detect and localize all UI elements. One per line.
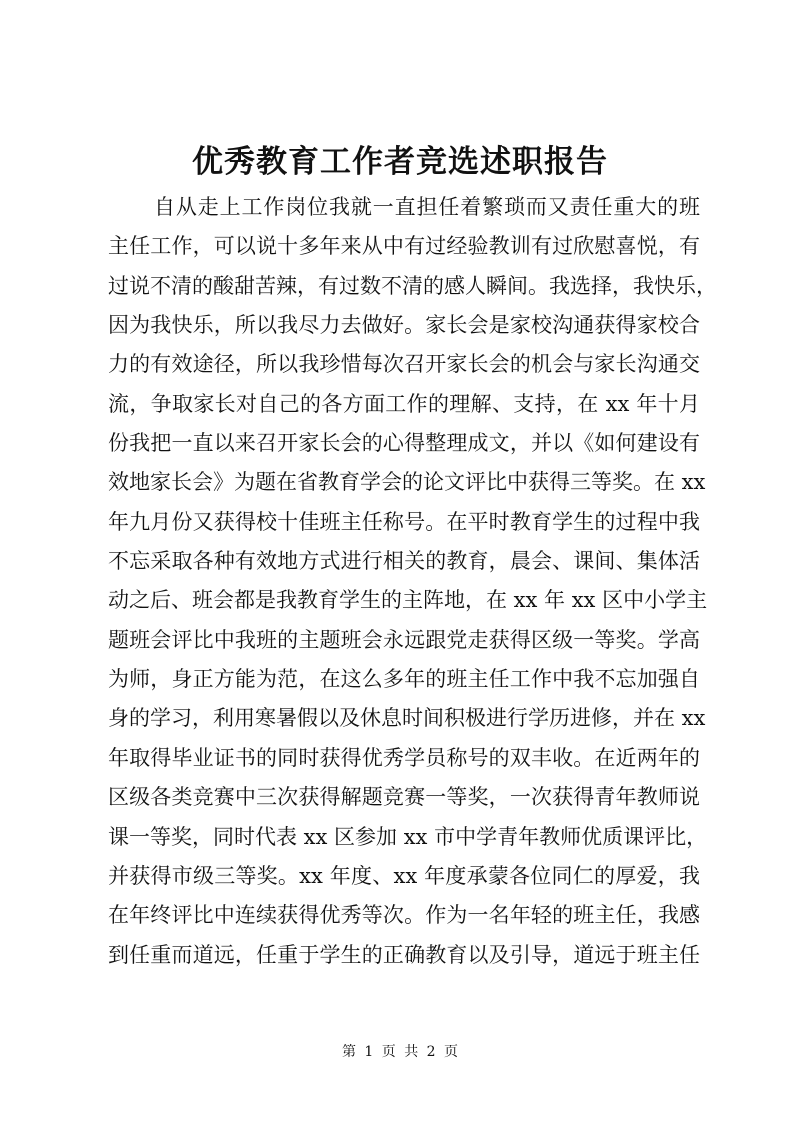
body-line: 不忘采取各种有效地方式进行相关的教育，晨会、课间、集体活 — [108, 549, 700, 574]
body-line: 因为我快乐，所以我尽力去做好。家长会是家校沟通获得家校合 — [108, 313, 700, 338]
body-line: 力的有效途径，所以我珍惜每次召开家长会的机会与家长沟通交 — [108, 352, 700, 377]
body-line: 为师，身正方能为范，在这么多年的班主任工作中我不忘加强自 — [108, 667, 700, 692]
document-title: 优秀教育工作者竞选述职报告 — [192, 144, 608, 180]
body-line: 动之后、班会都是我教育学生的主阵地，在 xx 年 xx 区中小学主 — [108, 588, 708, 613]
page-number-footer: 第 1 页 共 2 页 — [341, 1044, 459, 1060]
body-line: 年取得毕业证书的同时获得优秀学员称号的双丰收。在近两年的 — [108, 745, 700, 770]
body-line: 流，争取家长对自己的各方面工作的理解、支持，在 xx 年十月 — [108, 391, 700, 416]
body-line: 题班会评比中我班的主题班会永远跟党走获得区级一等奖。学高 — [108, 627, 700, 652]
body-line: 年九月份又获得校十佳班主任称号。在平时教育学生的过程中我 — [108, 509, 700, 534]
body-line: 份我把一直以来召开家长会的心得整理成文，并以《如何建设有 — [108, 431, 700, 456]
body-line: 主任工作，可以说十多年来从中有过经验教训有过欣慰喜悦，有 — [108, 234, 700, 259]
body-line: 在年终评比中连续获得优秀等次。作为一名年轻的班主任，我感 — [108, 903, 700, 928]
body-line: 效地家长会》为题在省教育学会的论文评比中获得三等奖。在 xx — [108, 470, 706, 495]
body-line: 过说不清的酸甜苦辣，有过数不清的感人瞬间。我选择，我快乐， — [108, 273, 717, 298]
body-text — [108, 188, 717, 975]
body-line: 区级各类竞赛中三次获得解题竞赛一等奖，一次获得青年教师说 — [108, 785, 700, 810]
body-line: 到任重而道远，任重于学生的正确教育以及引导，道远于班主任 — [108, 942, 700, 967]
body-line: 自从走上工作岗位我就一直担任着繁琐而又责任重大的班 — [154, 195, 700, 219]
body-line: 身的学习，利用寒暑假以及休息时间积极进行学历进修，并在 xx — [108, 706, 706, 731]
body-line: 课一等奖，同时代表 xx 区参加 xx 市中学青年教师优质课评比， — [108, 824, 708, 849]
body-line: 并获得市级三等奖。xx 年度、xx 年度承蒙各位同仁的厚爱，我 — [108, 863, 700, 888]
